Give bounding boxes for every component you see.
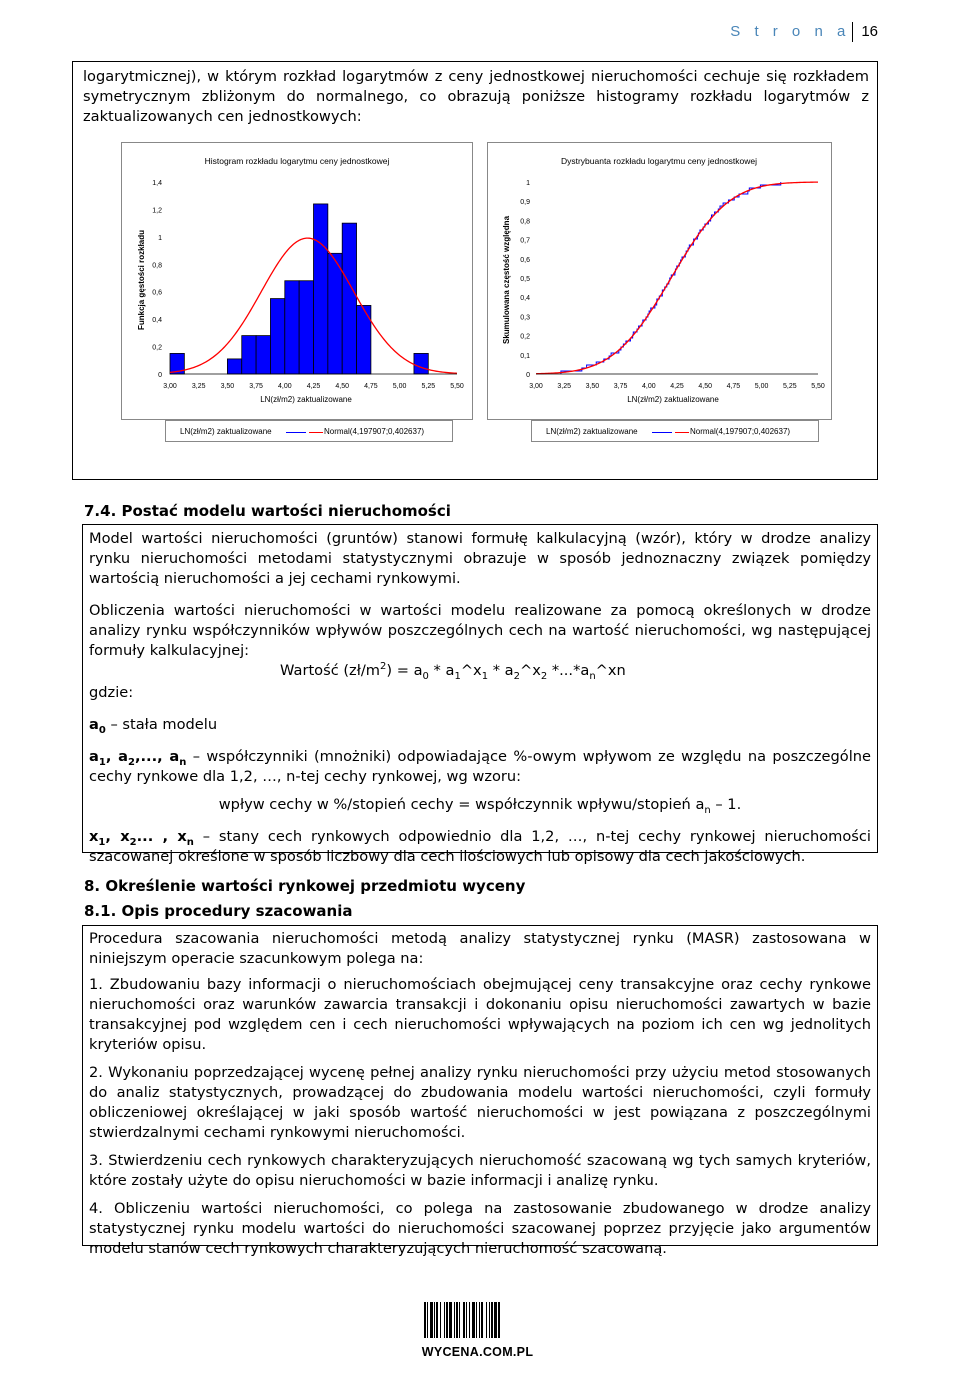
logo-text: WYCENA.COM.PL [421, 1345, 534, 1359]
cdf-y-tick: 0 [526, 372, 530, 379]
cdf-y-tick: 0,2 [520, 333, 530, 341]
barcode-icon [420, 1300, 535, 1340]
cdf-x-tick: 4,00 [641, 383, 656, 390]
histogram-y-tick: 0,8 [152, 262, 162, 270]
cdf-title: Dystrybuanta rozkładu logarytmu ceny jednostkowej [560, 156, 758, 166]
cdf-x-tick: 4,50 [698, 383, 713, 390]
cdf-legend-swatch-empirical [652, 432, 672, 433]
histogram-y-tick: 0,4 [152, 317, 162, 325]
procedure-item-4: 4. Obliczeniu wartości nieruchomości, co polega na zastosowanie zbudowanego w drodze analizy statystycznej rynku modelu wartości do nieruchomości szacowanej poprzez przyjęcie jako argumentów modelu stanów cech rynkowych charakteryzujących nieruchomość szacowaną. [89, 1200, 871, 1257]
histogram-bar [357, 305, 371, 374]
cdf-x-tick: 3,75 [613, 383, 628, 390]
cdf-x-tick: 5,25 [782, 383, 797, 390]
histogram-y-tick: 1,2 [152, 207, 162, 215]
histogram-bar [414, 353, 428, 374]
legend-swatch-normal [309, 432, 323, 433]
histogram-bar [314, 204, 328, 374]
histogram-ylabel: Funkcja gęstości rozkładu [137, 229, 146, 331]
an-definition: $a_1$, $a_2$,..., $a_n$ – współczynniki (mnożniki) odpowiadające %-owym wpływom ze względu na poszczególne cechy rynkowe dla 1,2, …, n-tej cechy rynkowej, wg wzoru: [89, 748, 871, 785]
xn-definition: $x_1$, $x_2$... , $x_n$ – stany cech rynkowych odpowiednio dla 1,2, …, n-tej cechy rynkowej nieruchomości szacowanej określone w sposób liczbowy dla cech ilościowych lub opisowy dla cech jakościowych. [89, 828, 871, 865]
cdf-y-tick: 0,6 [520, 256, 530, 264]
histogram-y-tick: 1,4 [152, 180, 162, 187]
a0-definition: $a_0$ – stała modelu [89, 716, 218, 736]
influence-formula: wpływ cechy w %/stopień cechy = współczynnik wpływu/stopień $a_n - 1$. [218, 796, 742, 816]
cdf-x-tick: 4,25 [670, 383, 684, 390]
histogram-x-tick: 4,25 [306, 383, 321, 390]
cdf-legend [531, 420, 819, 442]
cdf-xlabel: LN(zł/m2) zaktualizowane [627, 395, 719, 404]
wycena-logo [420, 1300, 535, 1359]
intro-text: logarytmicznej), w którym rozkład logarytmów z ceny jednostkowej nieruchomości cechuje się rozkładem symetrycznym zbliżonym do normalnego, co obrazują poniższe histogramy rozkładu logarytmów z zaktualizowanych cen jednostkowych: [83, 68, 869, 125]
histogram-bar [285, 281, 299, 374]
page-header [730, 22, 878, 42]
page-label: S t r o n a [730, 22, 851, 40]
section-7-4-paragraph-1: Model wartości nieruchomości (gruntów) stanowi formułę kalkulacyjną (wzór), który w drodze analizy rynku nieruchomości metodami statystycznymi obrazuje w sposób jednoznaczny związek pomiędzy wartością nieruchomości a jej cechami rynkowymi. [89, 530, 871, 587]
histogram-bar [270, 299, 284, 374]
legend-item-normal: Normal(4,197907;0,402637) [324, 427, 425, 436]
histogram-x-tick: 3,50 [220, 383, 235, 390]
section-8-1-box [82, 925, 878, 1257]
cdf-normal-curve [536, 182, 818, 374]
histogram-y-tick: 0,2 [152, 344, 162, 352]
cdf-y-tick: 0,9 [520, 199, 530, 207]
histogram-x-tick: 3,25 [191, 383, 206, 390]
histogram-bar [342, 223, 356, 374]
histogram-x-tick: 5,00 [392, 383, 407, 390]
cdf-y-tick: 0,8 [520, 218, 530, 226]
legend-swatch-empirical [286, 432, 306, 433]
cdf-y-tick: 0,1 [520, 352, 530, 360]
histogram-x-tick: 4,50 [335, 383, 350, 390]
histogram-bar [328, 253, 342, 374]
histogram-y-tick: 0 [158, 372, 162, 379]
cdf-x-tick: 5,00 [754, 383, 769, 390]
histogram-x-tick: 5,50 [450, 383, 464, 390]
cdf-x-tick: 3,25 [557, 383, 572, 390]
section-8-1-heading: 8.1. Opis procedury szacowania [84, 902, 353, 920]
procedure-item-2: 2. Wykonaniu poprzedzającej wycenę pełnej analizy rynku nieruchomości przy użyciu metod stosowanych do analiz statystycznych, prowadzącej do zbudowania modelu wartości nieruchomości, czyli formuły obliczeniowej określającej w jaki sposób wartość nieruchomości w jest powiązana z poszczególnymi stwierdzalnymi cechami rynkowymi nieruchomości. [89, 1064, 871, 1141]
histogram-chart [121, 142, 473, 420]
section-8-heading: 8. Określenie wartości rynkowej przedmiotu wyceny [84, 877, 526, 895]
model-formula: Wartość $(zł/m^2) = a_0$ * $a_1\^{}x_1$ * $a_2\^{}x_2$ $*...*a_n\^{}xn$ [280, 661, 626, 682]
histogram-title: Histogram rozkładu logarytmu ceny jednostkowej [204, 156, 390, 166]
procedure-item-3: 3. Stwierdzeniu cech rynkowych charakteryzujących nieruchomość szacowaną wg tych samych kryteriów, które zostały użyte do opisu nieruchomości w bazie informacji i analizę rynku. [89, 1152, 871, 1189]
histogram-legend [165, 420, 453, 442]
histogram-bar [256, 336, 270, 374]
histogram-bar [242, 336, 256, 374]
cdf-legend-swatch-normal [675, 432, 689, 433]
histogram-bar [299, 281, 313, 374]
histogram-x-tick: 4,75 [364, 383, 378, 390]
cdf-y-tick: 1 [526, 180, 530, 187]
cdf-y-tick: 0,5 [520, 276, 530, 283]
page-number: 16 [861, 22, 878, 40]
histogram-x-tick: 4,00 [277, 383, 292, 390]
cdf-x-tick: 5,50 [811, 383, 825, 390]
cdf-y-tick: 0,7 [520, 237, 530, 245]
histogram-bar [227, 359, 241, 374]
histogram-xlabel: LN(zł/m2) zaktualizowane [260, 395, 352, 404]
section-7-4-paragraph-2: Obliczenia wartości nieruchomości w wartości modelu realizowane za pomocą określonych w drodze analizy rynku współczynników wpływów poszczególnych cech na wartość nieruchomości, wg następującej formuły kalkulacyjnej: [89, 602, 871, 659]
cdf-x-tick: 3,50 [585, 383, 600, 390]
cdf-ylabel: Skumulowana częstość względna [502, 215, 511, 345]
cdf-x-tick: 3,00 [529, 383, 543, 390]
cdf-legend-item-normal: Normal(4,197907;0,402637) [690, 427, 791, 436]
section-7-4-heading: 7.4. Postać modelu wartości nieruchomości [84, 502, 451, 520]
cdf-y-tick: 0,4 [520, 295, 530, 303]
procedure-intro: Procedura szacowania nieruchomości metodą analizy statystycznej rynku (MASR) zastosowana w niniejszym operacie szacunkowym polega na: [89, 930, 871, 967]
histogram-y-tick: 0,6 [152, 289, 162, 297]
histogram-x-tick: 5,25 [421, 383, 436, 390]
procedure-item-1: 1. Zbudowaniu bazy informacji o nieruchomościach obejmującej ceny transakcyjne oraz cechy rynkowe nieruchomości oraz warunków zawarcia transakcji i dokonaniu opisu nieruchomości zawartych w bazie transakcyjnej pod względem cen i cech nieruchomości wpływających na poziom ich cen wg jednolitych kryteriów opisu. [89, 976, 871, 1053]
legend-item-empirical: LN(zł/m2) zaktualizowane [180, 427, 272, 436]
histogram-y-tick: 1 [158, 234, 162, 242]
histogram-x-tick: 3,75 [249, 383, 263, 390]
cdf-x-tick: 4,75 [726, 383, 741, 390]
header-divider [852, 22, 853, 42]
histogram-x-tick: 3,00 [163, 383, 177, 390]
cdf-legend-item-empirical: LN(zł/m2) zaktualizowane [546, 427, 638, 436]
gdzie-label: gdzie: [89, 684, 134, 701]
cdf-y-tick: 0,3 [520, 314, 530, 322]
section-7-4-box [82, 524, 878, 865]
cdf-chart [487, 142, 832, 420]
